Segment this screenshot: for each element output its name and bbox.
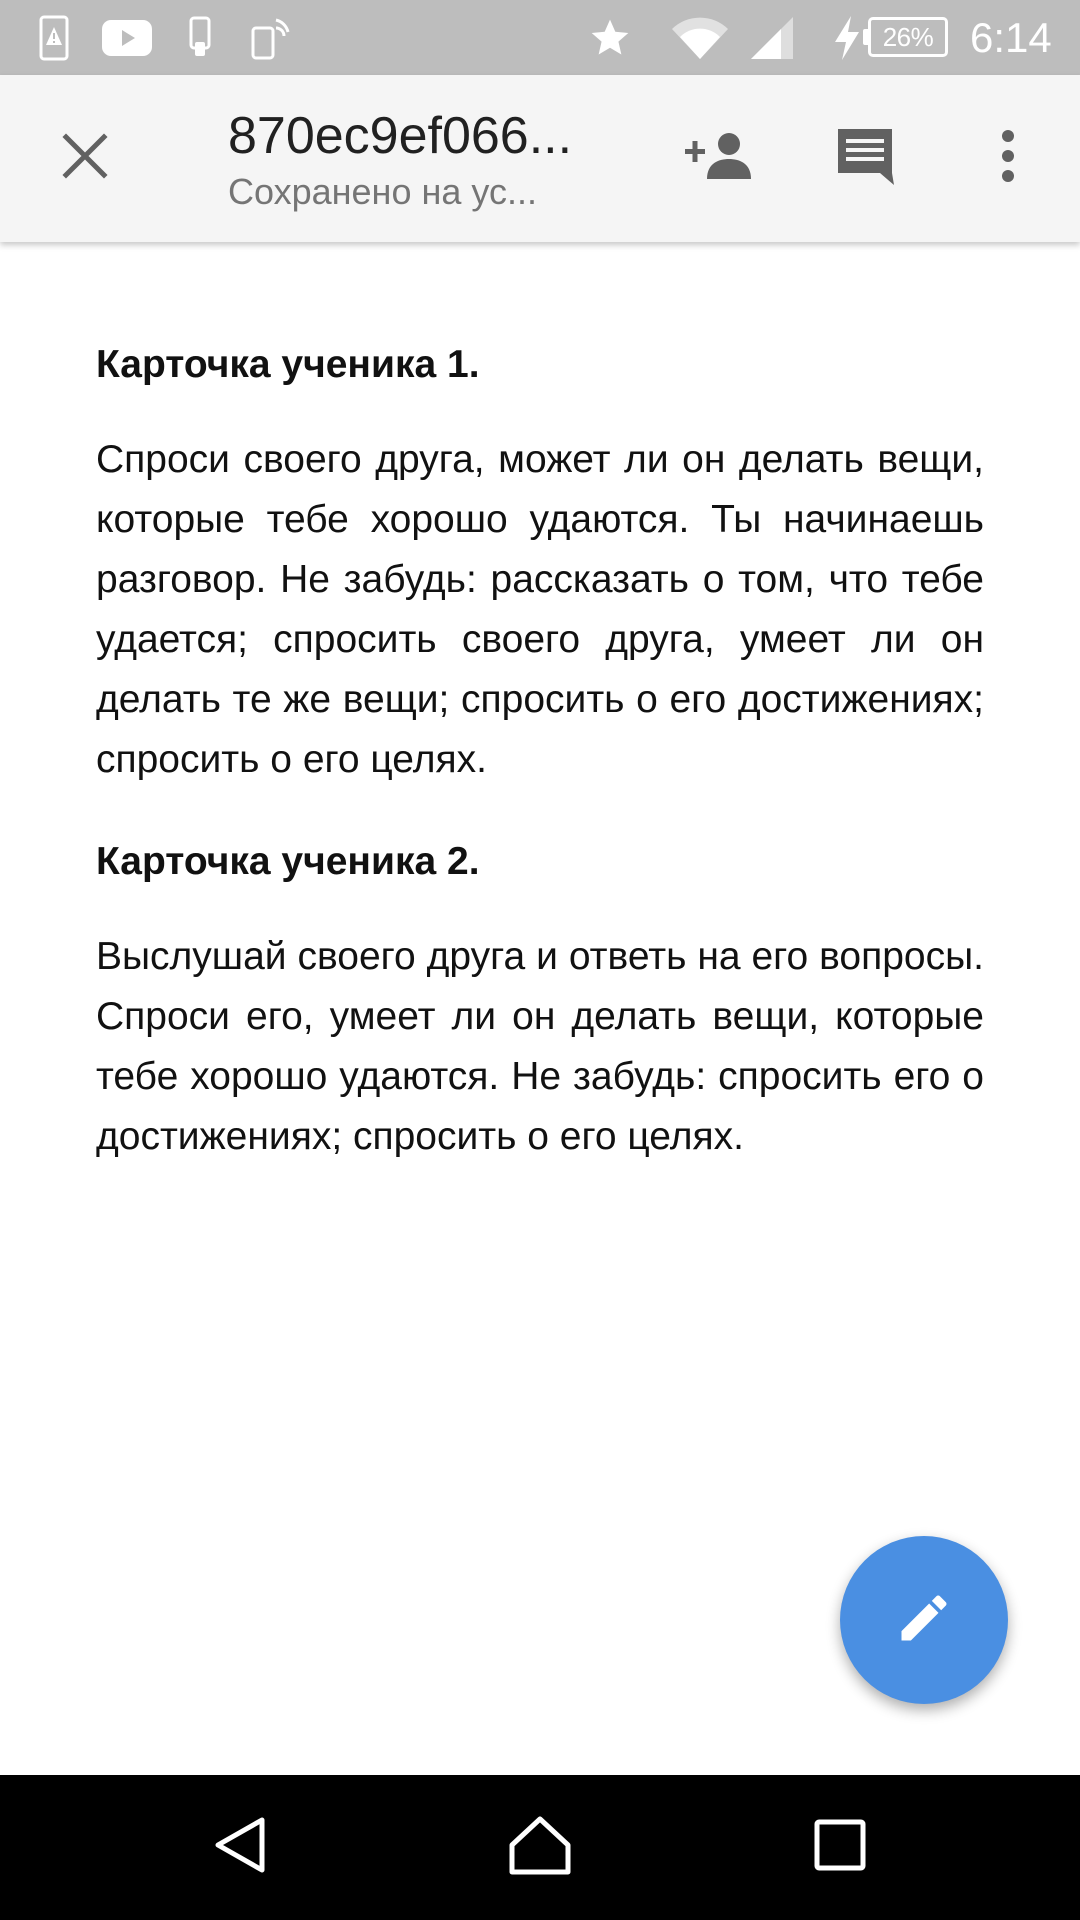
share-button[interactable] xyxy=(665,75,775,242)
home-button[interactable] xyxy=(450,1775,630,1920)
card-1-text: Спроси своего друга, может ли он делать вещи, которые тебе хорошо удаются. Ты начинаешь разговор. Не забудь: рассказать о том, что тебе удается; спросить своего друга, умеет ли он делать те же вещи; спросить о его достижениях; спросить о его целях. xyxy=(96,438,984,781)
close-button[interactable] xyxy=(30,75,140,242)
pencil-icon xyxy=(894,1588,954,1653)
recents-button[interactable] xyxy=(750,1775,930,1920)
app-bar xyxy=(0,75,1080,242)
more-vert-icon xyxy=(1000,130,1016,187)
sim-alert-icon xyxy=(34,0,74,75)
card-2-heading: Карточка ученика 2. xyxy=(96,840,480,883)
charging-bolt-icon xyxy=(830,0,864,75)
document-title[interactable]: 870ec9ef066... xyxy=(228,107,573,165)
home-icon xyxy=(508,1815,572,1880)
back-icon xyxy=(212,1815,268,1880)
document-body[interactable] xyxy=(96,335,984,1209)
clock: 6:14 xyxy=(970,13,1052,61)
youtube-icon xyxy=(100,0,154,75)
comments-button[interactable] xyxy=(810,75,920,242)
recents-icon xyxy=(813,1818,867,1877)
phone-transfer-icon xyxy=(180,0,220,75)
star-icon xyxy=(584,0,636,75)
close-icon xyxy=(62,133,108,184)
wifi-icon xyxy=(668,0,732,75)
comment-icon xyxy=(834,125,896,192)
cast-icon xyxy=(248,0,292,75)
card-1-heading: Карточка ученика 1. xyxy=(96,343,480,386)
signal-icon xyxy=(746,0,798,75)
back-button[interactable] xyxy=(150,1775,330,1920)
status-bar xyxy=(0,0,1080,75)
navigation-bar xyxy=(0,1775,1080,1920)
add-person-icon xyxy=(685,131,755,186)
battery-indicator: 26% xyxy=(868,17,948,57)
card-2-text: Выслушай своего друга и ответь на его вопросы. Спроси его, умеет ли он делать вещи, которые тебе хорошо удаются. Не забудь: спросить его о достижениях; спросить о его целях. xyxy=(96,935,984,1158)
more-options-button[interactable] xyxy=(953,75,1063,242)
document-save-status: Сохранено на ус... xyxy=(228,171,537,212)
edit-fab-button[interactable] xyxy=(840,1536,1008,1704)
